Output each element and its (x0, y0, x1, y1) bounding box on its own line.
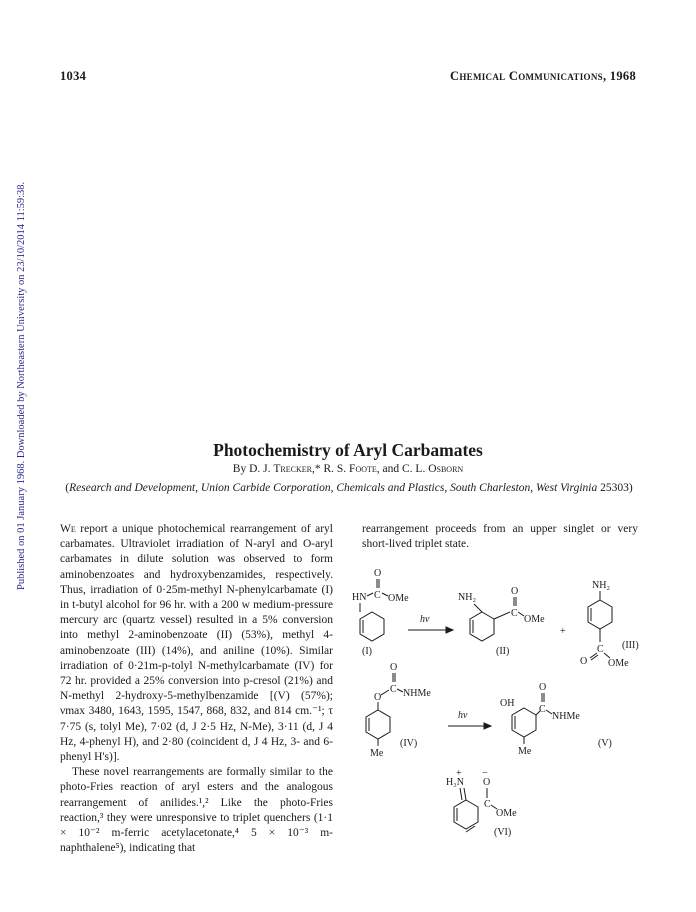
arrow-2 (448, 710, 491, 729)
atom-C: C (484, 799, 491, 810)
atom-O: O (374, 692, 382, 703)
atom-C: C (539, 704, 546, 715)
plus-charge: + (456, 768, 462, 779)
author-osborn: Osborn (428, 463, 464, 475)
paragraph-right-1: rearrangement proceeds from an upper singlet or very short-lived triplet state. (362, 523, 638, 551)
atom-O: O (390, 662, 398, 673)
author-sep: R. S. (320, 463, 350, 475)
download-sidebar (3, 130, 27, 590)
atom-NH2: NH₂ (592, 580, 610, 591)
right-column (362, 522, 638, 552)
atom-Me: Me (518, 746, 532, 757)
label-III: (III) (622, 640, 639, 651)
paragraph-2: These novel rearrangements are formally similar to the photo-Fries reaction of aryl esters and the analogous rearrangement of anilides.¹,² Like the photo-Fries reaction,³ they were unresponsive to triplet quenchers (1·1 × 10⁻² m-ferric acetylacetonate,⁴ 5 × 10⁻³ m-naphthalene⁵), indicating that (60, 766, 333, 855)
plus-sign: + (560, 626, 566, 637)
affiliation-text: Research and Development, Union Carbide Corporation, Chemicals and Plastics, South Charleston, West Virginia (69, 482, 598, 494)
affiliation-zip: 25303) (597, 482, 633, 494)
author-line (0, 463, 696, 475)
drop-word: We (60, 523, 76, 535)
reaction-scheme (350, 560, 650, 860)
label-V: (V) (598, 738, 612, 749)
paragraph-1-text: report a unique photochemical rearrangement of aryl carbamates. Ultraviolet irradiation of N-aryl and O-aryl carbamates in dilute solution was observed to form aminobenzoates and hydroxybenzamides, respectively. Thus, irradiation of 0·25m-methyl N-phenylcarbamate (I) in t-butyl alcohol for 96 hr. with a 200 w medium-pressure mercury arc (quartz vessel) resulted in a 5% conversion into methyl 2-aminobenzoate (II) (53%), methyl 4-aminobenzoate (III) (14%), and aniline (10%). Similar irradiation of 0·21m-p-tolyl N-methylcarbamate (IV) for 72 hr. provided a 25% conversion into p-cresol (21%) and N-methyl 2-hydroxy-5-methylbenzamide [(V) (57%); νmax 3480, 1643, 1595, 1547, 868, 832, and 814 cm.⁻¹; τ 7·75 (s, tolyl Me), 7·02 (d, J 2·5 Hz, N-Me), 3·11 (d, J 4 Hz, 4-phenyl H), and 2·80 (coincident d, J 4 Hz, 3- and 6-phenyl H's)]. (60, 523, 333, 764)
atom-NH2: NH₂ (458, 592, 476, 603)
label-II: (II) (496, 646, 510, 657)
author-foote: Foote, (349, 463, 380, 475)
atom-C: C (597, 644, 604, 655)
author-trecker: Trecker,* (273, 463, 321, 475)
atom-H3N: H₃N (446, 777, 464, 788)
affiliation-open-paren: ( (65, 482, 70, 494)
minus-charge: − (482, 768, 488, 779)
left-column (60, 522, 333, 856)
paragraph-1 (60, 522, 333, 765)
compound-III (580, 580, 639, 669)
group-OMe: OMe (496, 808, 517, 819)
article-title: Photochemistry of Aryl Carbamates (213, 440, 483, 460)
group-NHMe: NHMe (403, 688, 431, 699)
page-number: 1034 (60, 69, 87, 83)
atom-Me: Me (370, 748, 384, 759)
download-notice[interactable]: Published on 01 January 1968. Downloaded by Northeastern University on 23/10/2014 11:59:38. (16, 181, 27, 590)
compound-II (458, 586, 545, 657)
atom-O: O (580, 656, 588, 667)
compound-VI (446, 768, 517, 838)
affiliation (60, 481, 638, 496)
compound-IV (366, 662, 431, 759)
atom-C: C (511, 608, 518, 619)
group-OMe: OMe (608, 658, 629, 669)
group-OMe: OMe (524, 614, 545, 625)
label-VI: (VI) (494, 827, 512, 838)
group-NHMe: NHMe (552, 711, 580, 722)
compound-I (352, 568, 409, 657)
atom-HN: HN (352, 592, 367, 603)
atom-O: O (539, 682, 547, 693)
atom-C: C (390, 684, 397, 695)
atom-C: C (374, 590, 381, 601)
group-OH: OH (500, 698, 515, 709)
atom-O: O (483, 777, 491, 788)
hv-2: hν (458, 710, 468, 721)
compound-V (500, 682, 612, 757)
atom-O: O (374, 568, 382, 579)
journal-header: Chemical Communications, 1968 (450, 69, 636, 83)
group-OMe: OMe (388, 593, 409, 604)
label-I: (I) (362, 646, 372, 657)
hv-1: hν (420, 614, 430, 625)
author-sep: and C. L. (379, 463, 429, 475)
label-IV: (IV) (400, 738, 418, 749)
atom-O: O (511, 586, 519, 597)
arrow-1 (408, 614, 453, 633)
by-text: By D. J. (232, 463, 274, 475)
